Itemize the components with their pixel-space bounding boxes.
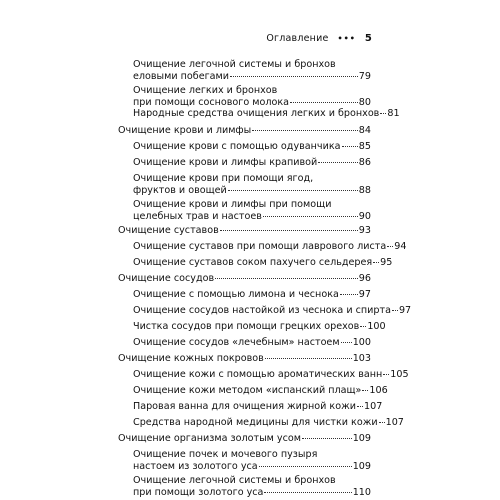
toc-section bbox=[118, 225, 371, 237]
toc-page-number: 81 bbox=[387, 108, 400, 119]
toc-entry-text: Чистка сосудов при помощи грецких орехов bbox=[133, 321, 360, 332]
dot-leader bbox=[340, 294, 358, 295]
toc-entry-text: Очищение крови и лимфы крапивой bbox=[133, 157, 318, 168]
toc-entry-text: Очищение суставов соком пахучего сельдерея bbox=[133, 257, 373, 268]
toc-page-number: 85 bbox=[358, 141, 371, 152]
dot-leader bbox=[373, 262, 379, 263]
dot-leader bbox=[263, 216, 358, 217]
dot-leader bbox=[383, 374, 389, 375]
toc-entry-text: Очищение сосудов «лечебным» настоем bbox=[133, 337, 340, 348]
dot-leader bbox=[215, 278, 358, 279]
toc-page-number: 100 bbox=[367, 321, 386, 332]
toc-entry-text: Народные средства очищения легких и бронхов bbox=[133, 108, 380, 119]
toc-subsection bbox=[133, 337, 371, 349]
dot-leader bbox=[264, 492, 351, 493]
toc-page-number: 94 bbox=[394, 241, 407, 252]
toc-entry-text: Очищение почек и мочевого пузыря bbox=[133, 449, 318, 460]
toc-entry-text: Очищение крови и лимфы при помощи bbox=[133, 199, 332, 210]
toc-entry-text: целебных трав и настоев bbox=[133, 211, 262, 223]
running-header bbox=[266, 33, 372, 44]
toc-entry-text: Очищение суставов bbox=[118, 225, 219, 236]
toc-page-number: 105 bbox=[390, 369, 409, 380]
dot-leader bbox=[380, 113, 386, 114]
toc-entry-text: Средства народной медицины для чистки кожи bbox=[133, 417, 378, 428]
toc-page-number: 93 bbox=[358, 225, 371, 236]
toc-page-number: 90 bbox=[358, 211, 371, 223]
toc-entry-text: Паровая ванна для очищения жирной кожи bbox=[133, 401, 356, 412]
toc-subsection bbox=[133, 305, 412, 317]
toc-page-number: 95 bbox=[380, 257, 393, 268]
toc-entry-text: при помощи соснового молока bbox=[133, 97, 290, 109]
toc-entry-text: при помощи золотого уса bbox=[133, 487, 264, 499]
dot-leader bbox=[392, 310, 398, 311]
toc-page-number: 86 bbox=[358, 157, 371, 168]
toc-page-number: 84 bbox=[358, 125, 371, 136]
toc-subsection bbox=[133, 199, 371, 223]
toc-subsection bbox=[133, 321, 386, 333]
toc-subsection bbox=[133, 241, 407, 253]
toc-page-number: 88 bbox=[358, 185, 371, 197]
dot-leader bbox=[228, 190, 358, 191]
toc-page-number: 96 bbox=[358, 273, 371, 284]
dot-leader bbox=[379, 422, 385, 423]
toc-page-number: 100 bbox=[352, 337, 371, 348]
dot-leader bbox=[220, 230, 358, 231]
toc-entry-text: Очищение легких и бронхов bbox=[133, 85, 278, 96]
toc-subsection bbox=[133, 385, 388, 397]
dot-leader bbox=[302, 438, 352, 439]
toc-page-number: 80 bbox=[358, 97, 371, 109]
toc-subsection bbox=[133, 173, 371, 197]
toc-entry-text: Очищение кожи методом «испанский плащ» bbox=[133, 385, 362, 396]
dot-leader bbox=[265, 358, 352, 359]
toc-entry-text: Очищение легочной системы и бронхов bbox=[133, 475, 336, 486]
toc-entry-text: Очищение крови при помощи ягод, bbox=[133, 173, 314, 184]
dot-leader bbox=[259, 466, 352, 467]
toc-page-number: 97 bbox=[398, 305, 412, 316]
toc-entry-text: Очищение кожи с помощью ароматических ванн bbox=[133, 369, 383, 380]
toc-page-number: 103 bbox=[352, 353, 371, 364]
toc-subsection bbox=[133, 85, 371, 109]
toc-section bbox=[118, 353, 371, 365]
toc-section bbox=[118, 273, 371, 285]
toc-subsection bbox=[133, 369, 409, 381]
toc-subsection bbox=[133, 417, 404, 429]
toc-entry-text: Очищение кожных покровов bbox=[118, 353, 264, 364]
toc-entry-text: Очищение суставов при помощи лаврового листа bbox=[133, 241, 387, 252]
toc-subsection bbox=[133, 401, 383, 413]
toc-entry-text: Очищение легочной системы и бронхов bbox=[133, 59, 336, 70]
toc-subsection bbox=[133, 257, 393, 269]
dot-leader bbox=[387, 246, 393, 247]
dot-leader bbox=[357, 406, 363, 407]
toc-entry-text: настоем из золотого уса bbox=[133, 461, 258, 473]
toc-entry-text: Очищение сосудов настойкой из чеснока и спирта bbox=[133, 305, 391, 316]
header-dots: ••• bbox=[337, 34, 356, 43]
toc-section bbox=[118, 125, 371, 137]
dot-leader bbox=[318, 162, 357, 163]
toc-page-number: 97 bbox=[358, 289, 371, 300]
toc-subsection bbox=[133, 141, 371, 153]
toc-entry-text: еловыми побегами bbox=[133, 71, 230, 83]
toc-entry-text: Очищение крови и лимфы bbox=[118, 125, 252, 136]
header-title: Оглавление bbox=[266, 33, 329, 44]
page-number: 5 bbox=[364, 33, 372, 44]
toc-page-number: 110 bbox=[352, 487, 371, 499]
toc-subsection bbox=[133, 157, 371, 169]
toc-page-number: 109 bbox=[352, 461, 371, 473]
dot-leader bbox=[290, 102, 358, 103]
toc-page-number: 109 bbox=[352, 433, 371, 444]
toc-entry-text: Очищение с помощью лимона и чеснока bbox=[133, 289, 339, 300]
toc-subsection bbox=[133, 449, 371, 473]
toc-entry-text: Очищение сосудов bbox=[118, 273, 215, 284]
toc-subsection bbox=[133, 475, 371, 499]
dot-leader bbox=[230, 76, 358, 77]
dot-leader bbox=[360, 326, 366, 327]
toc-entry-text: фруктов и овощей bbox=[133, 185, 227, 197]
dot-leader bbox=[342, 146, 358, 147]
toc-page-number: 107 bbox=[385, 417, 404, 428]
toc-page-number: 79 bbox=[358, 71, 371, 83]
toc-section bbox=[118, 433, 371, 445]
toc-subsection bbox=[133, 59, 371, 83]
dot-leader bbox=[362, 390, 368, 391]
toc-subsection bbox=[133, 108, 400, 120]
dot-leader bbox=[252, 130, 358, 131]
toc-page-number: 106 bbox=[369, 385, 388, 396]
toc-subsection bbox=[133, 289, 371, 301]
toc-entry-text: Очищение крови с помощью одуванчика bbox=[133, 141, 341, 152]
dot-leader bbox=[341, 342, 352, 343]
toc-entry-text: Очищение организма золотым усом bbox=[118, 433, 301, 444]
toc-page-number: 107 bbox=[363, 401, 383, 412]
